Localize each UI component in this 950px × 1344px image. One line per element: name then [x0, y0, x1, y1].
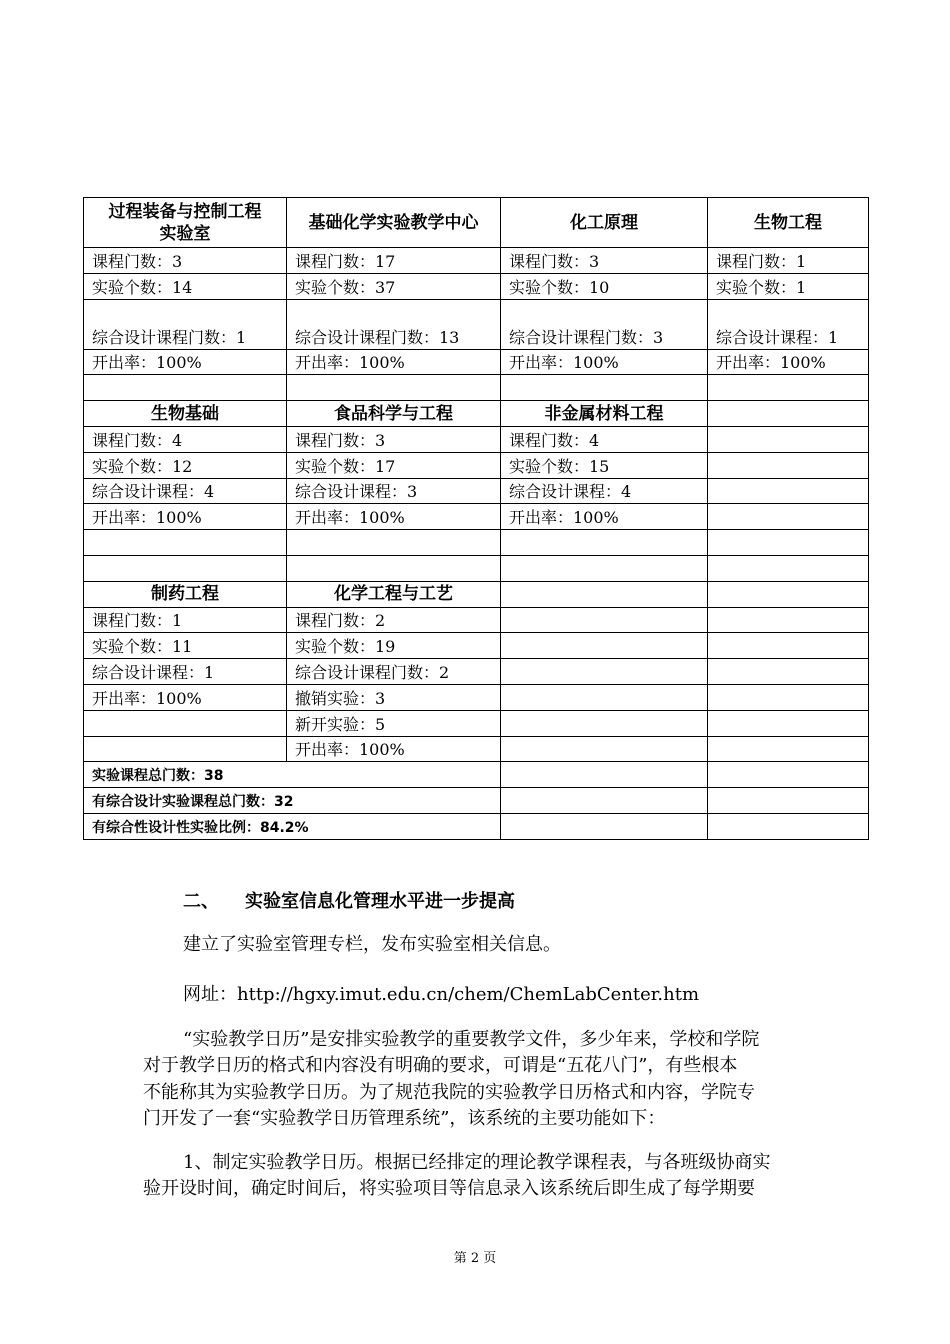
table-cell: 开出率：100% [708, 349, 869, 375]
table-row [84, 736, 869, 762]
table-row [84, 452, 869, 478]
table-cell: 综合设计课程：1 [708, 299, 869, 349]
header-cell: 化学工程与工艺 [287, 581, 501, 607]
design-ratio: 有综合性设计性实验比例：84.2% [84, 813, 501, 839]
table-row [84, 607, 869, 633]
table-header-row [84, 198, 869, 248]
paragraph: “实验教学日历”是安排实验教学的重要教学文件，多少年来，学校和学院 对于教学日历的格式和内容没有明确的要求，可谓是“五花八门”，有些根本 不能称其为实验教学日历。为了规范我院的实验教学日历格式和内容，学院专 门开发了一套“实验教学日历管理系统”，该系统的主要功能如下： [143, 1029, 760, 1130]
table-cell: 课程门数：17 [287, 248, 501, 274]
table-cell: 实验个数：1 [708, 273, 869, 299]
table-cell: 开出率：100% [501, 504, 708, 530]
table-cell: 综合设计课程门数：13 [287, 299, 501, 349]
table-row [84, 478, 869, 504]
table-cell: 开出率：100% [287, 349, 501, 375]
table-cell: 课程门数：4 [501, 426, 708, 452]
table-cell: 实验个数：11 [84, 633, 287, 659]
table-cell: 综合设计课程：4 [84, 478, 287, 504]
table-cell: 综合设计课程：1 [84, 659, 287, 685]
table-cell: 实验个数：12 [84, 452, 287, 478]
table-cell: 课程门数：4 [84, 426, 287, 452]
totals-row [84, 813, 869, 839]
table-cell: 课程门数：1 [84, 607, 287, 633]
header-cell: 基础化学实验教学中心 [287, 198, 501, 248]
header-cell: 过程装备与控制工程 实验室 [84, 198, 287, 248]
table-row [84, 248, 869, 274]
table-cell: 开出率：100% [84, 504, 287, 530]
table-cell: 综合设计课程门数：3 [501, 299, 708, 349]
table-cell: 开出率：100% [501, 349, 708, 375]
header-cell: 化工原理 [501, 198, 708, 248]
table-cell: 开出率：100% [84, 349, 287, 375]
totals-row [84, 788, 869, 814]
section-heading [183, 887, 515, 913]
table-row [84, 659, 869, 685]
empty-row [84, 375, 869, 401]
table-cell: 综合设计课程：4 [501, 478, 708, 504]
table-cell: 课程门数：3 [287, 426, 501, 452]
table-row [84, 426, 869, 452]
table-cell: 新开实验：5 [287, 710, 501, 736]
table-row [84, 633, 869, 659]
table-cell: 开出率：100% [287, 736, 501, 762]
empty-cell [708, 401, 869, 427]
total-courses: 实验课程总门数：38 [84, 762, 501, 788]
table-cell: 开出率：100% [287, 504, 501, 530]
header-cell: 食品科学与工程 [287, 401, 501, 427]
totals-row [84, 762, 869, 788]
table-cell: 撤销实验：3 [287, 684, 501, 710]
table-cell: 综合设计课程：3 [287, 478, 501, 504]
header-cell: 生物基础 [84, 401, 287, 427]
table-row [84, 710, 869, 736]
paragraph: 1、制定实验教学日历。根据已经排定的理论教学课程表，与各班级协商实 验开设时间，确定时间后，将实验项目等信息录入该系统后即生成了每学期要 [143, 1152, 771, 1200]
table-cell: 实验个数：19 [287, 633, 501, 659]
section-number: 二、 [183, 891, 219, 912]
empty-row [84, 555, 869, 581]
table-cell: 实验个数：15 [501, 452, 708, 478]
table-cell: 实验个数：17 [287, 452, 501, 478]
table-cell: 课程门数：3 [501, 248, 708, 274]
header-cell: 制药工程 [84, 581, 287, 607]
table-cell: 综合设计课程门数：1 [84, 299, 287, 349]
table-row [84, 349, 869, 375]
table-cell: 课程门数：2 [287, 607, 501, 633]
table-cell: 课程门数：3 [84, 248, 287, 274]
lab-statistics-table [83, 197, 869, 840]
table-cell: 实验个数：10 [501, 273, 708, 299]
table-cell: 综合设计课程门数：2 [287, 659, 501, 685]
table-header-row [84, 581, 869, 607]
section-title: 实验室信息化管理水平进一步提高 [245, 891, 515, 912]
table-row [84, 299, 869, 349]
table-cell: 课程门数：1 [708, 248, 869, 274]
table-cell: 实验个数：37 [287, 273, 501, 299]
table-row [84, 273, 869, 299]
table-header-row [84, 401, 869, 427]
table-cell: 开出率：100% [84, 684, 287, 710]
paragraph: 建立了实验室管理专栏，发布实验室相关信息。 [183, 934, 561, 955]
page-number: 第 2 页 [453, 1251, 497, 1266]
table-cell: 实验个数：14 [84, 273, 287, 299]
table-row [84, 684, 869, 710]
empty-row [84, 530, 869, 556]
table-row [84, 504, 869, 530]
total-design-courses: 有综合设计实验课程总门数：32 [84, 788, 501, 814]
header-cell: 生物工程 [708, 198, 869, 248]
header-cell: 非金属材料工程 [501, 401, 708, 427]
url-paragraph: 网址：http://hgxy.imut.edu.cn/chem/ChemLabCenter.htm [183, 984, 700, 1005]
